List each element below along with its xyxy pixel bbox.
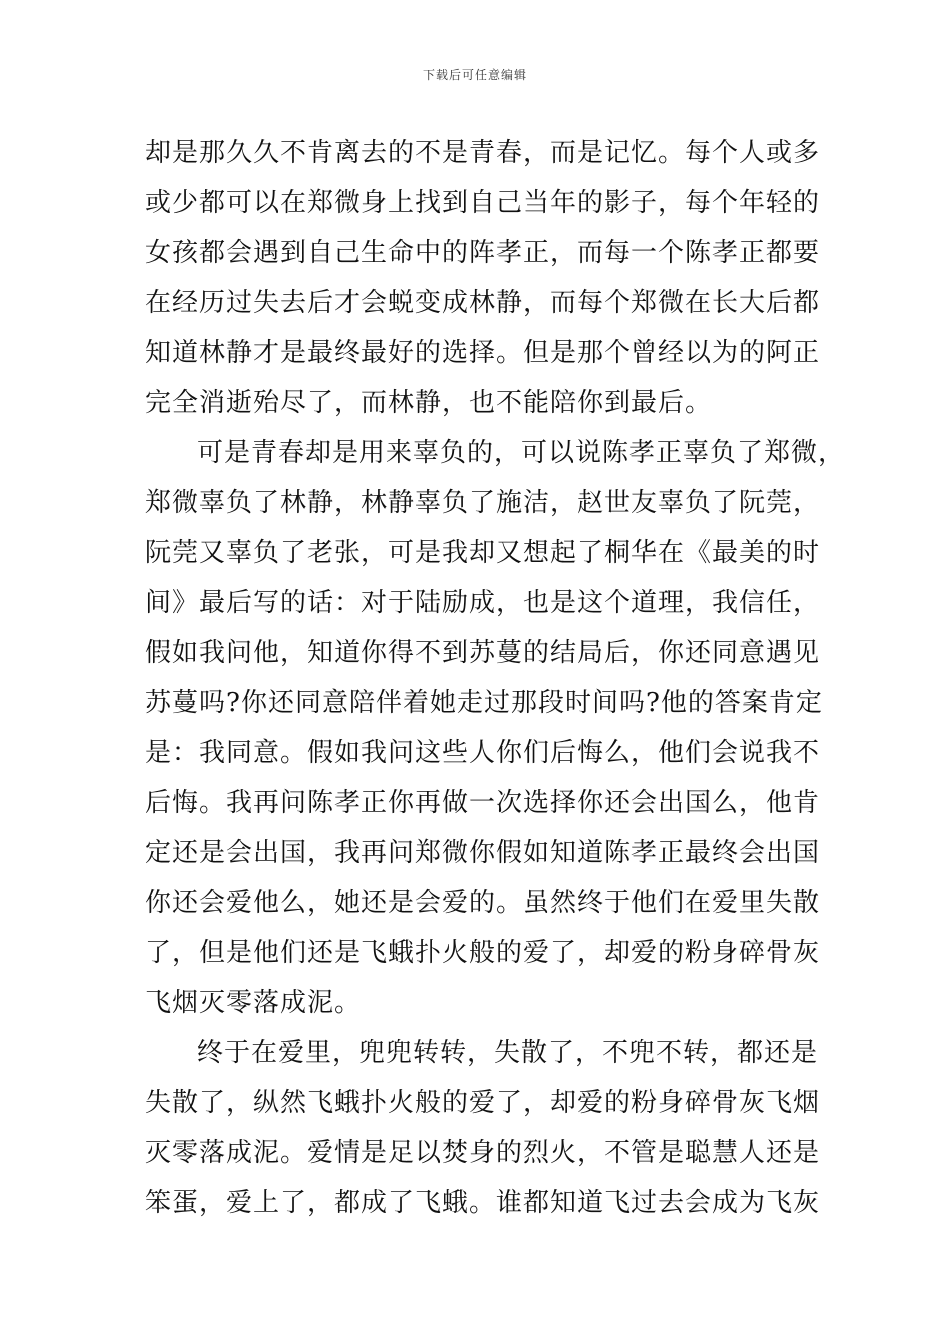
text-line: 间》最后写的话：对于陆励成，也是这个道理，我信任， xyxy=(145,588,821,618)
text-line: 完全消逝殆尽了，而林静，也不能陪你到最后。 xyxy=(145,388,713,418)
document-body xyxy=(145,128,846,1228)
page-header: 下载后可任意编辑 xyxy=(422,68,527,82)
text-line: 或少都可以在郑微身上找到自己当年的影子，每个年轻的 xyxy=(145,188,821,218)
text-line: 终于在爱里，兜兜转转，失散了，不兜不转，都还是 xyxy=(197,1038,819,1068)
text-line: 失散了，纵然飞蛾扑火般的爱了，却爱的粉身碎骨灰飞烟 xyxy=(145,1088,821,1118)
text-line: 飞烟灭零落成泥。 xyxy=(145,988,362,1018)
text-line: 苏蔓吗?你还同意陪伴着她走过那段时间吗?他的答案肯定 xyxy=(145,688,823,718)
text-line: 后悔。我再问陈孝正你再做一次选择你还会出国么，他肯 xyxy=(145,788,821,818)
text-line: 笨蛋，爱上了，都成了飞蛾。谁都知道飞过去会成为飞灰 xyxy=(145,1188,821,1218)
text-line: 郑微辜负了林静，林静辜负了施洁，赵世友辜负了阮莞， xyxy=(145,488,821,518)
text-line: 却是那久久不肯离去的不是青春，而是记忆。每个人或多 xyxy=(145,138,821,168)
text-line: 可是青春却是用来辜负的，可以说陈孝正辜负了郑微， xyxy=(197,438,846,468)
text-line: 灭零落成泥。爱情是足以焚身的烈火，不管是聪慧人还是 xyxy=(145,1138,821,1168)
paragraph-2 xyxy=(145,428,846,1028)
text-line: 是：我同意。假如我问这些人你们后悔么，他们会说我不 xyxy=(145,738,821,768)
text-line: 女孩都会遇到自己生命中的阵孝正，而每一个陈孝正都要 xyxy=(145,238,821,268)
text-line: 在经历过失去后才会蜕变成林静，而每个郑微在长大后都 xyxy=(145,288,821,318)
text-line: 阮莞又辜负了老张，可是我却又想起了桐华在《最美的时 xyxy=(145,538,821,568)
text-line: 你还会爱他么，她还是会爱的。虽然终于他们在爱里失散 xyxy=(145,888,821,918)
text-line: 了，但是他们还是飞蛾扑火般的爱了，却爱的粉身碎骨灰 xyxy=(145,938,821,968)
paragraph-3 xyxy=(145,1028,825,1228)
paragraph-1 xyxy=(145,128,825,428)
text-line: 定还是会出国，我再问郑微你假如知道陈孝正最终会出国 xyxy=(145,838,821,868)
text-line: 假如我问他，知道你得不到苏蔓的结局后，你还同意遇见 xyxy=(145,638,821,668)
text-line: 知道林静才是最终最好的选择。但是那个曾经以为的阿正 xyxy=(145,338,821,368)
